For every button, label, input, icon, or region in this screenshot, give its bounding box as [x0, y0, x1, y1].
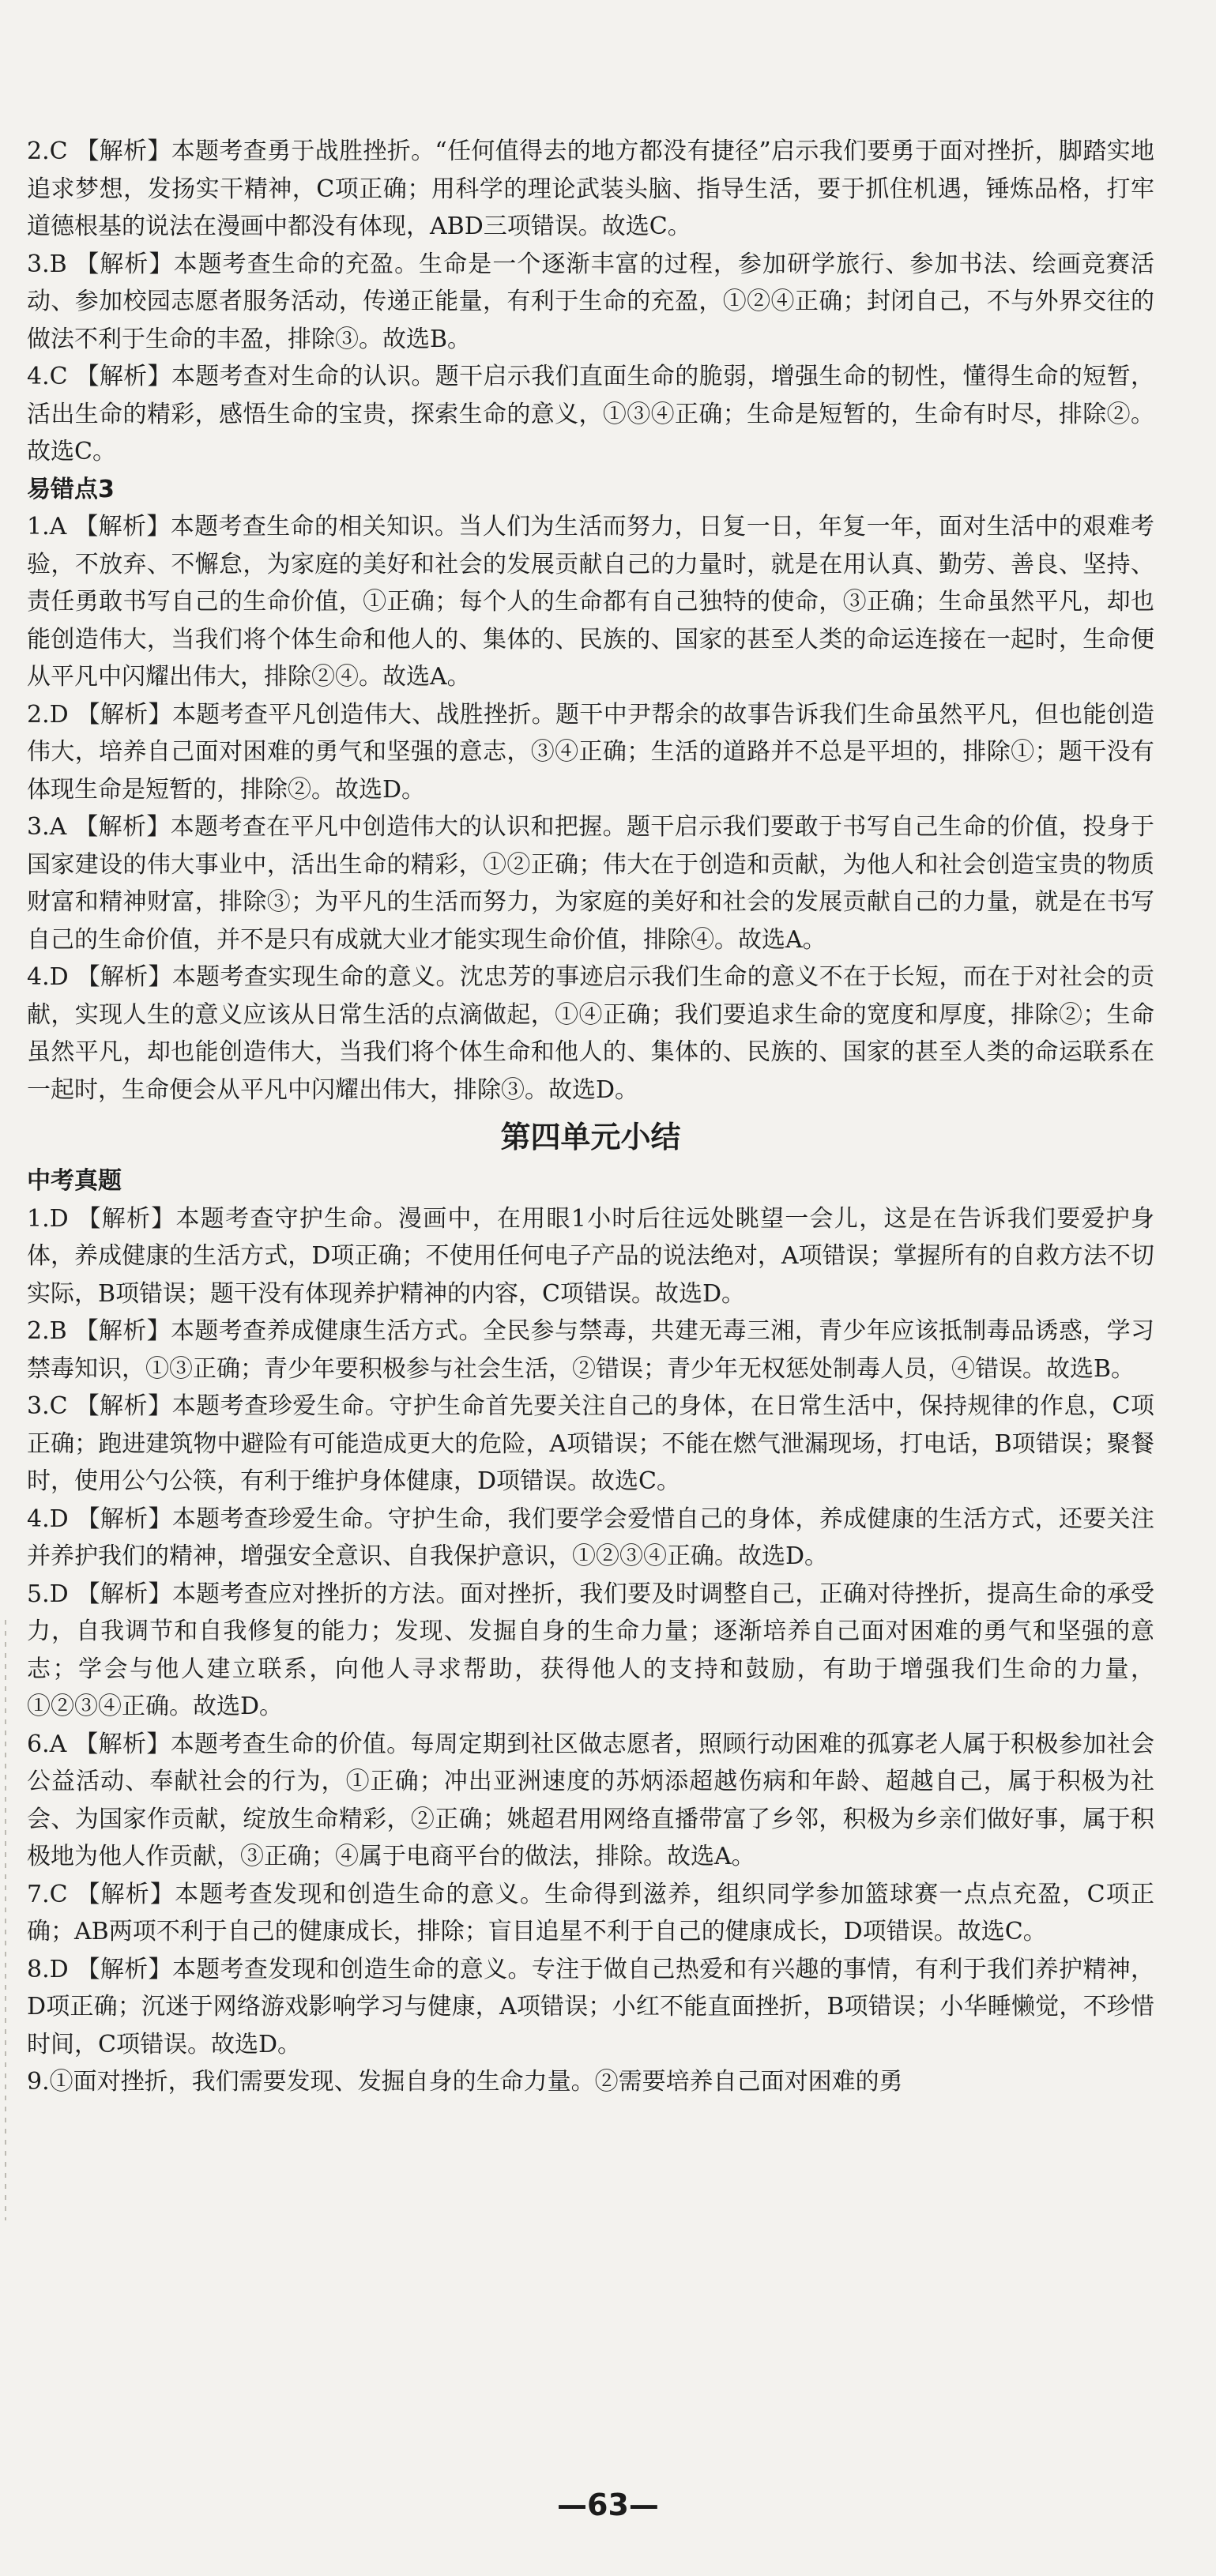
answer-item: 2.D 【解析】本题考查平凡创造伟大、战胜挫折。题干中尹帮余的故事告诉我们生命虽然平凡，但也能创造伟大，培养自己面对困难的勇气和坚强的意志，③④正确；生活的道路并不总是平坦的，排除①；题干没有体现生命是短暂的，排除②。故选D。 — [27, 700, 1154, 804]
section-heading-yicuodian: 易错点3 — [27, 475, 115, 503]
answer-item: 4.C 【解析】本题考查对生命的认识。题干启示我们直面生命的脆弱，增强生命的韧性，懂得生命的短暂，活出生命的精彩，感悟生命的宝贵，探索生命的意义，①③④正确；生命是短暂的，生命有时尽，排除②。故选C。 — [27, 363, 1154, 465]
answer-item: 1.A 【解析】本题考查生命的相关知识。当人们为生活而努力，日复一日，年复一年，面对生活中的艰难考验，不放弃、不懈怠，为家庭的美好和社会的发展贡献自己的力量时，就是在用认真、勤劳、善良、坚持、责任勇敢书写自己的生命价值，①正确；每个人的生命都有自己独特的使命，③正确；生命虽然平凡，却也能创造伟大，当我们将个体生命和他人的、集体的、民族的、国家的甚至人类的命运连接在一起时，生命便从平凡中闪耀出伟大，排除②④。故选A。 — [27, 513, 1154, 691]
answer-item: 2.C 【解析】本题考查勇于战胜挫折。“任何值得去的地方都没有捷径”启示我们要勇于面对挫折，脚踏实地追求梦想，发扬实干精神，C项正确；用科学的理论武装头脑、指导生活，要于抓住机遇，锤炼品格，打牢道德根基的说法在漫画中都没有体现，ABD三项错误。故选C。 — [27, 137, 1154, 240]
binding-edge-marks — [5, 1620, 6, 2220]
answer-item: 4.D 【解析】本题考查珍爱生命。守护生命，我们要学会爱惜自己的身体，养成健康的生活方式，还要关注并养护我们的精神，增强安全意识、自我保护意识，①②③④正确。故选D。 — [27, 1505, 1154, 1570]
answer-item: 4.D 【解析】本题考查实现生命的意义。沈忠芳的事迹启示我们生命的意义不在于长短，而在于对社会的贡献，实现人生的意义应该从日常生活的点滴做起，①④正确；我们要追求生命的宽度和厚度，排除②；生命虽然平凡，却也能创造伟大，当我们将个体生命和他人的、集体的、民族的、国家的甚至人类的命运联系在一起时，生命便会从平凡中闪耀出伟大，排除③。故选D。 — [27, 963, 1154, 1104]
answer-item: 3.B 【解析】本题考查生命的充盈。生命是一个逐渐丰富的过程，参加研学旅行、参加书法、绘画竞赛活动、参加校园志愿者服务活动，传递正能量，有利于生命的充盈，①②④正确；封闭自己，不与外界交往的做法不利于生命的丰盈，排除③。故选B。 — [27, 250, 1154, 353]
answer-item: 6.A 【解析】本题考查生命的价值。每周定期到社区做志愿者，照顾行动困难的孤寡老人属于积极参加社会公益活动、奉献社会的行为，①正确；冲出亚洲速度的苏炳添超越伤病和年龄、超越自己，属于积极为社会、为国家作贡献，绽放生命精彩，②正确；姚超君用网络直播带富了乡邻，积极为乡亲们做好事，属于积极地为他人作贡献，③正确；④属于电商平台的做法，排除。故选A。 — [27, 1730, 1154, 1870]
answer-item: 8.D 【解析】本题考查发现和创造生命的意义。专注于做自己热爱和有兴趣的事情，有利于我们养护精神，D项正确；沉迷于网络游戏影响学习与健康，A项错误；小红不能直面挫折，B项错误；小华睡懒觉，不珍惜时间，C项错误。故选D。 — [27, 1955, 1154, 2058]
answer-item: 1.D 【解析】本题考查守护生命。漫画中，在用眼1小时后往远处眺望一会儿，这是在告诉我们要爱护身体，养成健康的生活方式，D项正确；不使用任何电子产品的说法绝对，A项错误；掌握所有的自救方法不切实际，B项错误；题干没有体现养护精神的内容，C项错误。故选D。 — [27, 1204, 1154, 1308]
answer-item: 5.D 【解析】本题考查应对挫折的方法。面对挫折，我们要及时调整自己，正确对待挫折，提高生命的承受力，自我调节和自我修复的能力；发现、发掘自身的生命力量；逐渐培养自己面对困难的勇气和坚强的意志；学会与他人建立联系，向他人寻求帮助，获得他人的支持和鼓励，有助于增强我们生命的力量，①②③④正确。故选D。 — [27, 1580, 1154, 1720]
answer-item: 9.①面对挫折，我们需要发现、发掘自身的生命力量。②需要培养自己面对困难的勇 — [27, 2068, 903, 2096]
answer-item: 3.A 【解析】本题考查在平凡中创造伟大的认识和把握。题干启示我们要敢于书写自己生命的价值，投身于国家建设的伟大事业中，活出生命的精彩，①②正确；伟大在于创造和贡献，为他人和社会创造宝贵的物质财富和精神财富，排除③；为平凡的生活而努力，为家庭的美好和社会的发展贡献自己的力量，就是在书写自己的生命价值，并不是只有成就大业才能实现生命价值，排除④。故选A。 — [27, 813, 1154, 954]
unit-title: 第四单元小结 — [500, 1120, 681, 1154]
answer-item: 2.B 【解析】本题考查养成健康生活方式。全民参与禁毒，共建无毒三湘，青少年应该抵制毒品诱惑，学习禁毒知识，①③正确；青少年要积极参与社会生活，②错误；青少年无权惩处制毒人员，④错误。故选B。 — [27, 1317, 1154, 1383]
section-block-1 — [27, 133, 1154, 471]
section-block-2 — [27, 508, 1154, 1109]
section-heading-zhongkao: 中考真题 — [27, 1167, 122, 1195]
answer-item: 7.C 【解析】本题考查发现和创造生命的意义。生命得到滋养，组织同学参加篮球赛一点点充盈，C项正确；AB两项不利于自己的健康成长，排除；盲目追星不利于自己的健康成长，D项错误。故选C。 — [27, 1880, 1154, 1945]
answer-item: 3.C 【解析】本题考查珍爱生命。守护生命首先要关注自己的身体，在日常生活中，保持规律的作息，C项正确；跑进建筑物中避险有可能造成更大的危险，A项错误；不能在燃气泄漏现场，打电话，B项错误；聚餐时，使用公勺公筷，有利于维护身体健康，D项错误。故选C。 — [27, 1392, 1154, 1495]
section-block-3 — [27, 1200, 1154, 2101]
page-number: —63— — [557, 2487, 659, 2522]
